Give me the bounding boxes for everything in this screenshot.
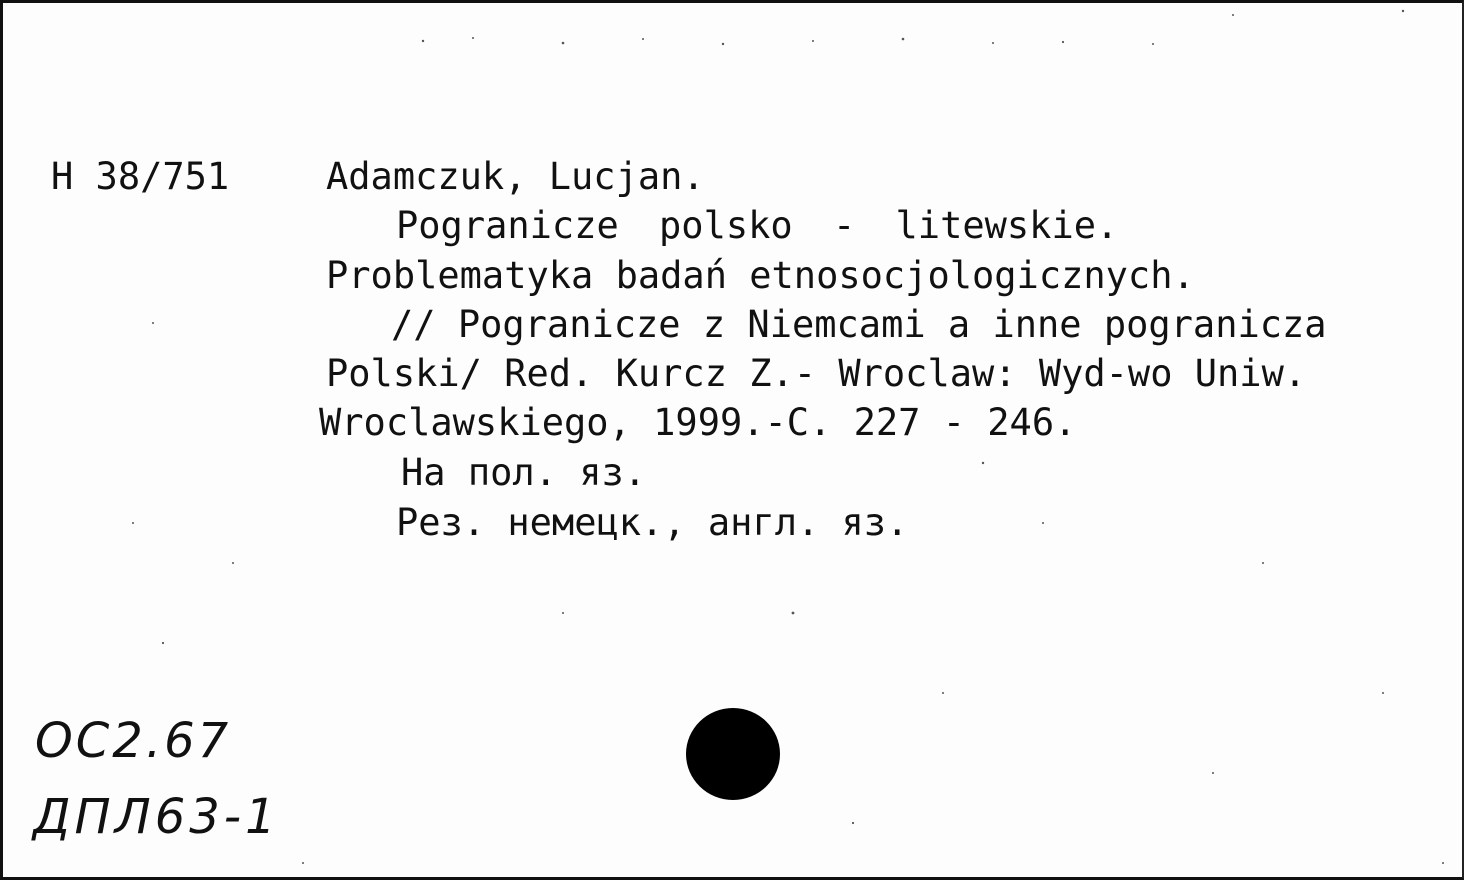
shelfmark: Н 38/751 [51,155,230,198]
language-note: На пол. яз. [401,451,647,494]
punch-hole [686,708,780,800]
summary-note: Рез. немецк., англ. яз. [396,501,909,544]
author-name: Adamczuk, Lucjan. [326,155,705,198]
source-line-3: Wroclawskiego, 1999.-С. 227 - 246. [319,401,1077,444]
handwritten-code-2: ДПЛ63-1 [33,789,280,845]
source-line-2: Polski/ Red. Kurcz Z.- Wroclaw: Wyd-wo Uniw. [326,352,1307,395]
title-line-2: Problematyka badań etnosocjologicznych. [326,254,1195,297]
handwritten-code-1: ОС2.67 [35,713,232,769]
source-line-1: // Pogranicze z Niemcami a inne pogranicza [391,303,1327,346]
title-line-1: Pogranicze polsko - litewskie. [396,204,1119,247]
